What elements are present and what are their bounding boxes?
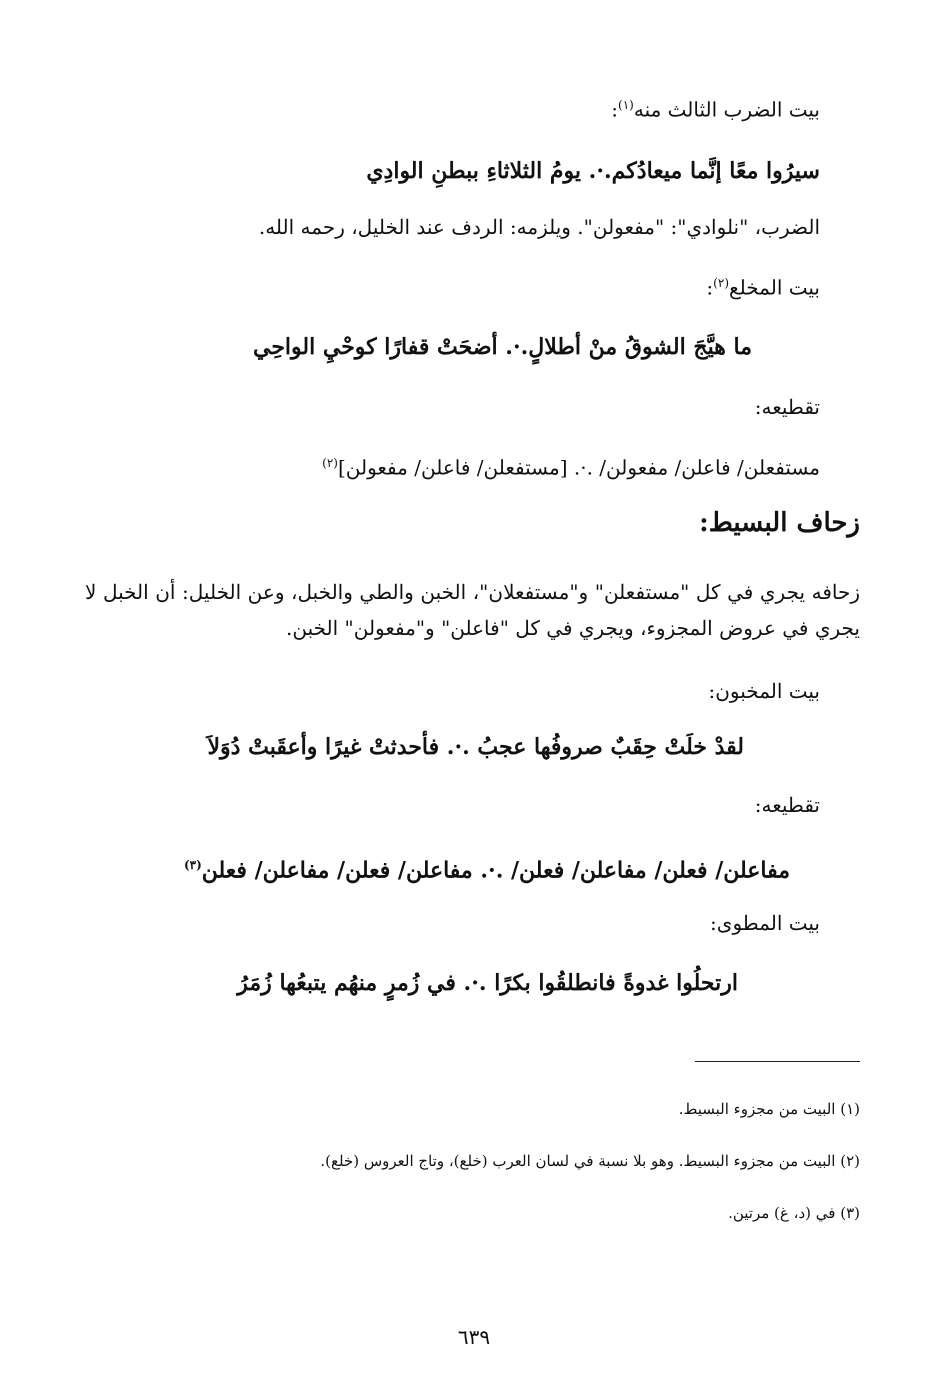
intro-colon: :	[706, 275, 714, 300]
verse-2: ما هيَّجَ الشوقُ منْ أطلالٍ.·. أضحَتْ قفارًا كوحْيِ الواحِي	[252, 334, 752, 360]
section-heading: زحاف البسيط:	[699, 508, 860, 538]
section-paragraph: زحافه يجري في كل "مستفعلن" و"مستفعلان"، الخبن والطي والخبل، وعن الخليل: أن الخبل لا يجري في عروض المجزوء، ويجري في كل "فاعلن" و"مفعولن" الخبن.	[85, 580, 860, 640]
intro-text: بيت المخلع	[729, 275, 820, 300]
scansion-label-1: تقطيعه:	[754, 395, 820, 419]
footnote-ref-2: (٢)	[713, 276, 729, 290]
verse-intro-matwi: بيت المطوى:	[710, 911, 820, 935]
footnote-ref-1: (١)	[618, 98, 634, 112]
verse-1: سيرُوا معًا إنَّما ميعادُكم.·. يومُ الثلاثاءِ ببطنِ الوادِي	[366, 158, 820, 184]
verse-5: ارتحلُوا غدوةً فانطلقُوا بكرًا .·. في زُمرٍ منهُم يتبعُها زُمَرُ	[237, 970, 738, 996]
verse-3: لقدْ خلَتْ حِقَبٌ صروفُها عجبُ .·. فأحدثتْ غيرًا وأعقَبتْ دُوَلاَ	[207, 734, 744, 760]
verse-intro-mukhalla	[706, 268, 820, 303]
scansion-text: مفاعلن/ فعلن/ مفاعلن/ فعلن/ .·. مفاعلن/ فعلن/ مفاعلن/ فعلن	[201, 857, 790, 884]
darb-explanation: الضرب، "نلوادي": "مفعولن". ويلزمه: الردف عند الخليل، رحمه الله.	[258, 215, 820, 239]
scansion-line-2	[184, 848, 790, 887]
page-number: ٦٣٩	[457, 1325, 491, 1349]
footnote-1: (١) البيت من مجزوء البسيط.	[678, 1100, 860, 1118]
footnote-2: (٢) البيت من مجزوء البسيط. وهو بلا نسبة في لسان العرب (خلع)، وتاج العروس (خلع).	[320, 1152, 860, 1170]
verse-intro-makhboon: بيت المخبون:	[708, 679, 820, 703]
footnote-ref-3: (٣)	[183, 858, 202, 872]
footnote-ref-2b: (٢)	[322, 456, 338, 470]
scansion-label-2: تقطيعه:	[754, 793, 820, 817]
scansion-text: مستفعلن/ فاعلن/ مفعولن/ .·. [مستفعلن/ فاعلن/ مفعولن]	[337, 455, 820, 480]
footnote-3: (٣) في (د، غ) مرتين.	[728, 1204, 860, 1222]
verse-intro-third-darb	[611, 90, 820, 125]
intro-colon: :	[611, 97, 619, 122]
footnote-divider	[695, 1061, 860, 1062]
intro-text: بيت الضرب الثالث منه	[633, 97, 820, 122]
scansion-line-1	[322, 448, 820, 483]
